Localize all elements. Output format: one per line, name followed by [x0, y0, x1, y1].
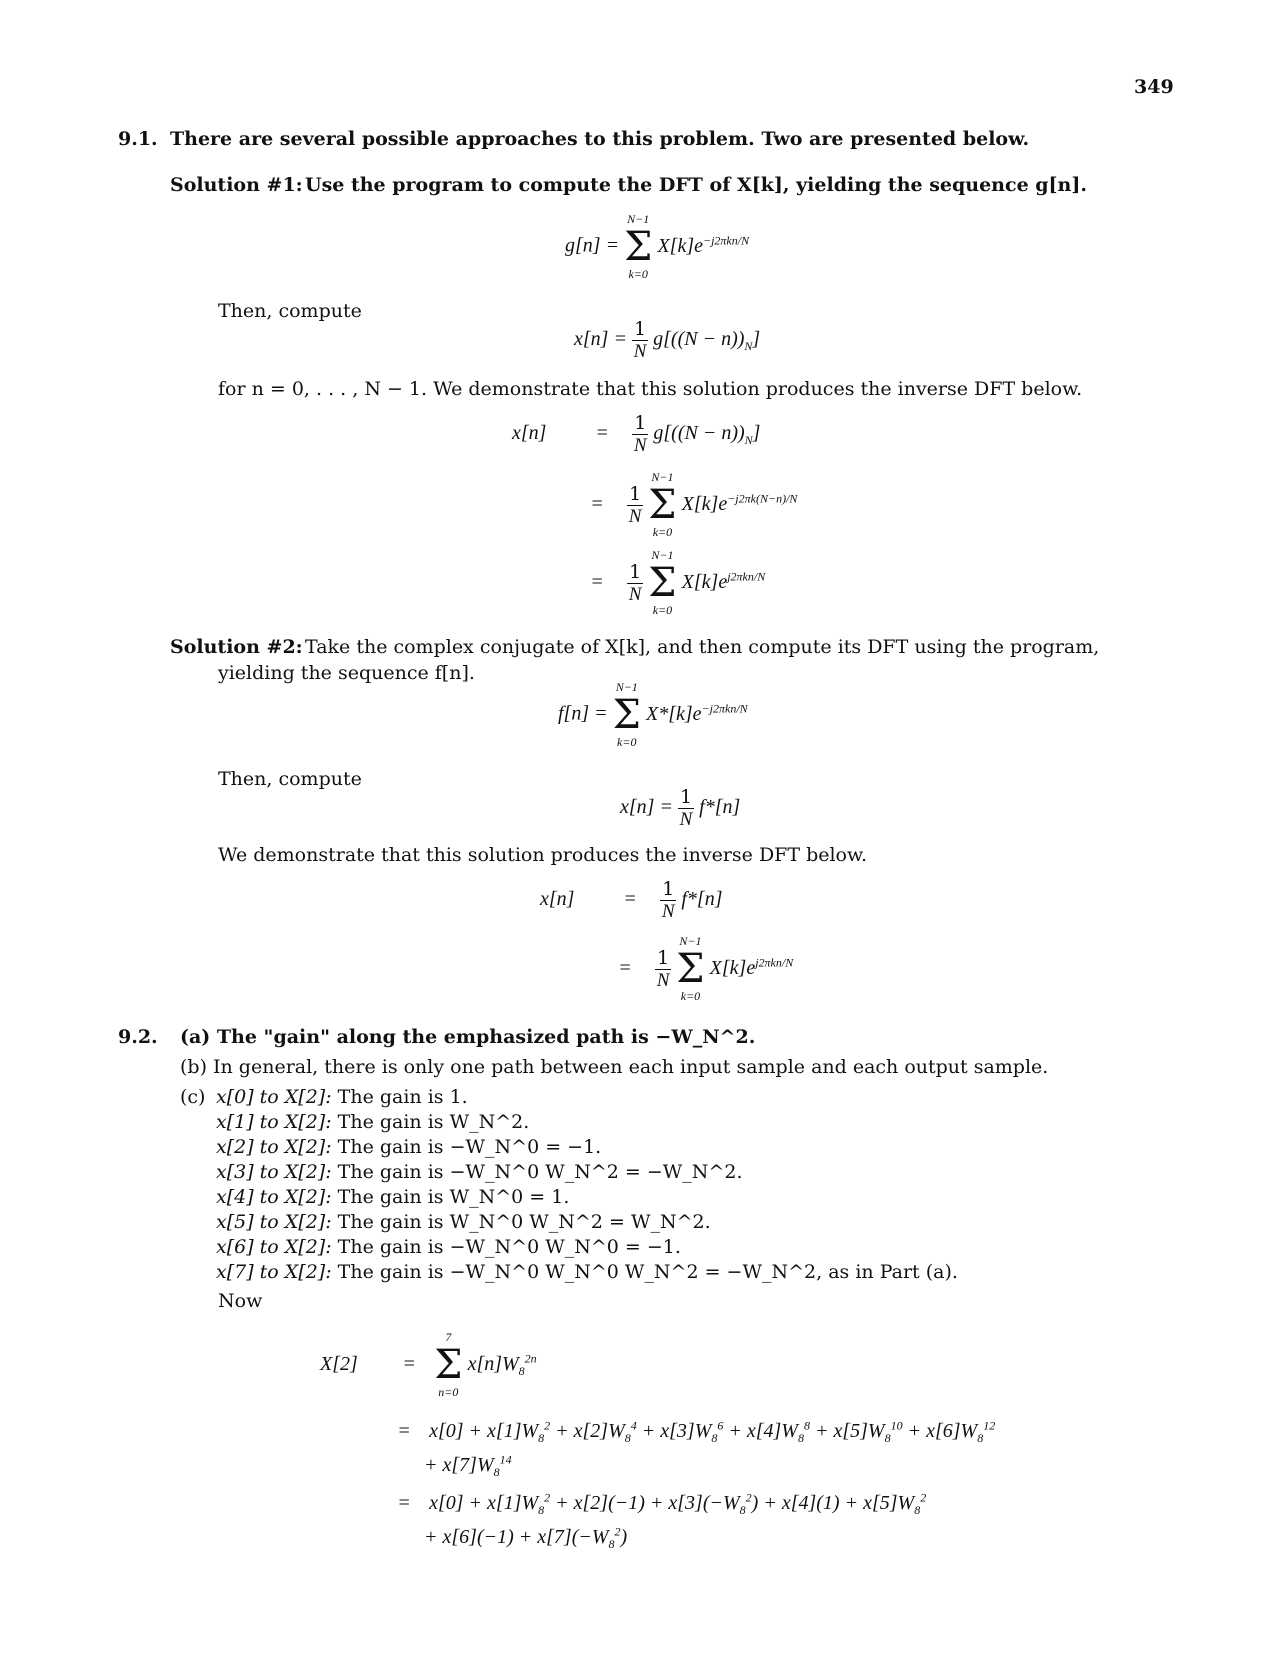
gain-from: x[3] to X[2]:	[216, 1161, 332, 1183]
gain-from: x[4] to X[2]:	[216, 1186, 332, 1208]
gain-text: The gain is −W_N^0 W_N^0 W_N^2 = −W_N^2, as in Part (a).	[337, 1261, 958, 1283]
gain-text: The gain is W_N^0 = 1.	[337, 1186, 570, 1208]
part-c-prefix: (c)	[180, 1086, 206, 1108]
solution-2-demonstrate: We demonstrate that this solution produces the inverse DFT below.	[218, 844, 868, 866]
derivation-1-line-2: = $\frac{1}{N}$ N−1 Σ k=0 $X[k]e^{-j2\pi k(N-n)/N}$	[590, 470, 798, 539]
part-a: (a) The "gain" along the emphasized path is −W_N^2.	[180, 1026, 756, 1048]
gain-row	[216, 1161, 742, 1183]
gain-from: x[6] to X[2]:	[216, 1236, 332, 1258]
gain-row	[216, 1086, 468, 1108]
equation-x-n-from-f: x[n] = $\frac{1}{N}$ f*[n]	[620, 786, 741, 830]
problem-label-9-2: 9.2.	[118, 1026, 158, 1048]
solution-1-heading: Solution #1:	[170, 174, 303, 196]
gain-text: The gain is 1.	[337, 1086, 468, 1108]
final-line-2: = $x[0] + x[1]W_8^2 + x[2]W_8^4 + x[3]W_8^6 + x[4]W_8^8 + x[5]W_8^{10} + x[6]W_8^{12}$	[397, 1418, 996, 1445]
gain-row	[216, 1111, 529, 1133]
now-label: Now	[218, 1290, 263, 1312]
then-compute-2: Then, compute	[218, 768, 362, 790]
problem-9-1-intro: There are several possible approaches to this problem. Two are presented below.	[170, 128, 1030, 150]
gain-from: x[0] to X[2]:	[216, 1086, 332, 1108]
final-line-1: X[2] = 7 Σ n=0 $x[n]W_8^{2n}$	[320, 1330, 537, 1399]
gain-row	[216, 1186, 569, 1208]
part-b: (b) In general, there is only one path between each input sample and each output sample.	[180, 1056, 1049, 1078]
gain-text: The gain is W_N^2.	[337, 1111, 530, 1133]
derivation-1-line-3: = $\frac{1}{N}$ N−1 Σ k=0 $X[k]e^{j2\pi kn/N}$	[590, 548, 766, 617]
page-number: 349	[1134, 76, 1174, 98]
solution-1-demonstrate: for n = 0, . . . , N − 1. We demonstrate that this solution produces the inverse DFT below.	[218, 378, 1083, 400]
gain-row	[216, 1136, 601, 1158]
derivation-1-line-1: x[n] = $\frac{1}{N}$ $g[((N - n))_N]$	[512, 412, 761, 456]
gain-text: The gain is −W_N^0 W_N^0 = −1.	[337, 1236, 681, 1258]
equation-f-n: f[n] = N−1 Σ k=0 $X*[k]e^{-j2\pi kn/N}$	[558, 680, 748, 749]
gain-text: The gain is −W_N^0 W_N^2 = −W_N^2.	[337, 1161, 743, 1183]
gain-text: The gain is W_N^0 W_N^2 = W_N^2.	[337, 1211, 711, 1233]
final-line-5: + $x[6](-1) + x[7](-W_8^2)$	[424, 1524, 628, 1551]
gain-from: x[2] to X[2]:	[216, 1136, 332, 1158]
derivation-2-line-2: = $\frac{1}{N}$ N−1 Σ k=0 $X[k]e^{j2\pi kn/N}$	[618, 934, 794, 1003]
gain-row	[216, 1236, 681, 1258]
gain-row	[216, 1261, 958, 1283]
then-compute-1: Then, compute	[218, 300, 362, 322]
final-line-4: = $x[0] + x[1]W_8^2 + x[2](-1) + x[3](-W_8^2) + x[4](1) + x[5]W_8^2$	[397, 1490, 927, 1517]
equation-x-n-from-g: x[n] = $\frac{1}{N}$ $g[((N - n))_N]$	[574, 318, 761, 362]
gain-text: The gain is −W_N^0 = −1.	[337, 1136, 602, 1158]
gain-from: x[5] to X[2]:	[216, 1211, 332, 1233]
derivation-2-line-1: x[n] = $\frac{1}{N}$ f*[n]	[540, 878, 723, 922]
solution-2-text-2: yielding the sequence f[n].	[218, 662, 475, 684]
problem-label-9-1: 9.1.	[118, 128, 158, 150]
gain-from: x[7] to X[2]:	[216, 1261, 332, 1283]
solution-1-text: Use the program to compute the DFT of X[k], yielding the sequence g[n].	[305, 174, 1087, 196]
final-line-3: + $x[7]W_8^{14}$	[424, 1452, 512, 1479]
gain-from: x[1] to X[2]:	[216, 1111, 332, 1133]
gain-row	[216, 1211, 711, 1233]
solution-2-heading: Solution #2:	[170, 636, 303, 658]
solution-2-text-1: Take the complex conjugate of X[k], and then compute its DFT using the program,	[305, 636, 1100, 658]
equation-g-n: g[n] = N−1 Σ k=0 $X[k]e^{-j2\pi kn/N}$	[565, 212, 750, 281]
